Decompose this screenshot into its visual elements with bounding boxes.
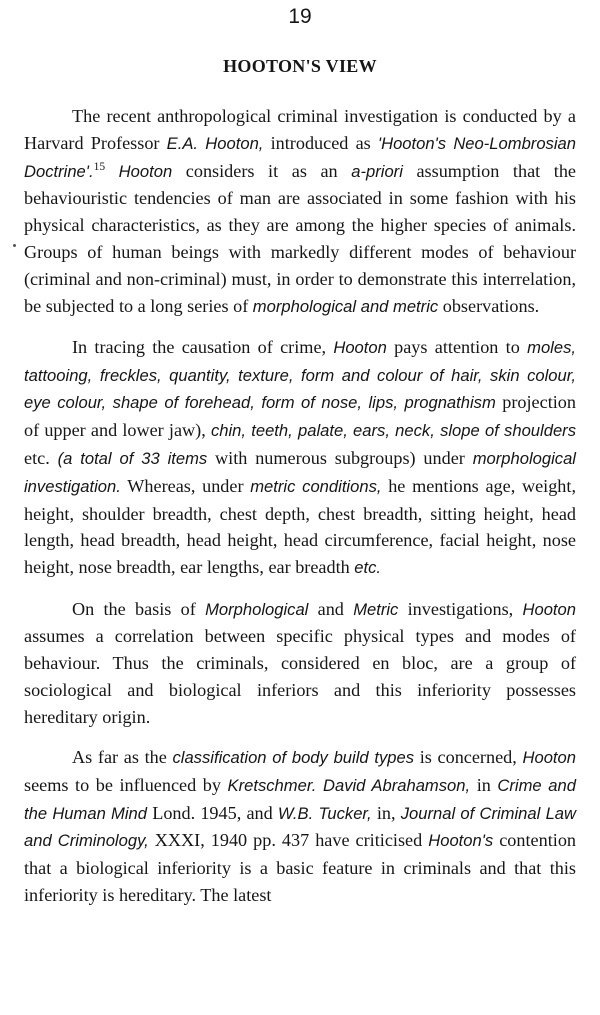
paragraph <box>24 596 576 731</box>
body-text-run: projection of upper and lower jaw), <box>24 392 576 441</box>
body-text-run: Lond. 1945, and <box>147 802 278 823</box>
body-text-run: with numerous subgroups) under <box>207 448 473 469</box>
paragraph <box>24 744 576 909</box>
body-text-run: in <box>470 774 498 795</box>
body-text-run: assumes a correlation between specific physical types and modes of behaviour. Thus the criminals, considered en bloc, are a group of sociological and biological inferiors and this inferiority possesses hereditary origin. <box>24 626 576 727</box>
italic-text: W.B. Tucker, <box>277 803 372 823</box>
body-text <box>24 103 576 909</box>
italic-text: Hooton <box>118 161 173 181</box>
body-text-run: In tracing the causation of crime, <box>72 336 334 357</box>
body-text-run: and <box>308 598 354 619</box>
body-text-run: contention that a biological inferiority is a basic feature in criminals and that this inferiority is hereditary. The latest <box>24 830 577 906</box>
paragraph <box>24 103 576 320</box>
paragraph <box>24 334 576 582</box>
italic-text: Hooton <box>522 599 576 619</box>
italic-text: (a total of 33 items <box>57 449 208 469</box>
italic-text: chin, teeth, palate, ears, neck, slope of shoulders <box>210 421 576 441</box>
body-text-run: The recent anthropological criminal investigation is conducted by a Harvard Professor <box>24 106 576 153</box>
page-number: 19 <box>288 5 312 28</box>
body-text-run: Whereas, under <box>120 475 251 496</box>
body-text-run: On the basis of <box>72 598 206 619</box>
italic-text: Kretschmer. David Abrahamson, <box>227 775 471 795</box>
italic-text: E.A. Hooton, <box>166 133 264 153</box>
italic-text: morphological and metric <box>252 296 439 316</box>
italic-text: metric conditions, <box>250 476 382 496</box>
italic-text: a-priori <box>351 161 403 181</box>
body-text-run: considers it as an <box>172 160 352 181</box>
italic-text: Hooton <box>522 748 576 768</box>
margin-speck <box>13 244 16 247</box>
body-text-run: As far as the <box>72 747 173 768</box>
body-text-run: pays attention to <box>386 336 528 357</box>
body-text-run: assumption that the behaviouristic tendencies of man are associated in some fashion with his physical characteristics, as they are among the higher species of animals. Groups of human beings with markedly different modes of behaviour (criminal and non-criminal) must, in order to demonstrate this interrelation, be subjected to a long series of <box>24 160 576 316</box>
footnote-marker: 15 <box>93 160 106 173</box>
body-text-run: XXXI, 1940 pp. 437 have criticised <box>148 830 429 851</box>
body-text-run: is concerned, <box>414 747 523 768</box>
section-heading: HOOTON'S VIEW <box>223 56 377 76</box>
italic-text: morphological investigation. <box>24 449 576 496</box>
italic-text: Crime and the Human Mind <box>24 775 576 823</box>
body-text-run: he mentions age, weight, height, shoulder breadth, chest depth, chest breadth, sitting height, head length, head breadth, head height, head circumference, facial height, nose height, nose breadth, ear lengths, ear breadth <box>24 475 576 578</box>
italic-text: 'Hooton's Neo-Lombrosian Doctrine'. <box>24 133 576 181</box>
body-text-run: observations. <box>438 295 540 316</box>
italic-text: Morphological <box>205 599 309 619</box>
italic-text: Hooton <box>333 337 387 357</box>
body-text-run: investigations, <box>398 598 523 619</box>
italic-text: Metric <box>353 599 399 619</box>
body-text-run: introduced as <box>263 132 378 153</box>
body-text-run <box>105 161 119 181</box>
body-text-run: etc. <box>24 448 58 469</box>
italic-text: moles, tattooing, freckles, quantity, texture, form and colour of hair, skin colour, eye colour, shape of forehead, form of nose, lips, prognathism <box>24 337 576 413</box>
italic-text: etc. <box>354 558 382 578</box>
italic-text: Hooton's <box>428 831 494 851</box>
body-text-run: in, <box>371 802 401 823</box>
body-text-run: seems to be influenced by <box>24 774 228 795</box>
italic-text: classification of body build types <box>172 748 415 768</box>
italic-text: Journal of Criminal Law and Criminology, <box>24 803 577 851</box>
